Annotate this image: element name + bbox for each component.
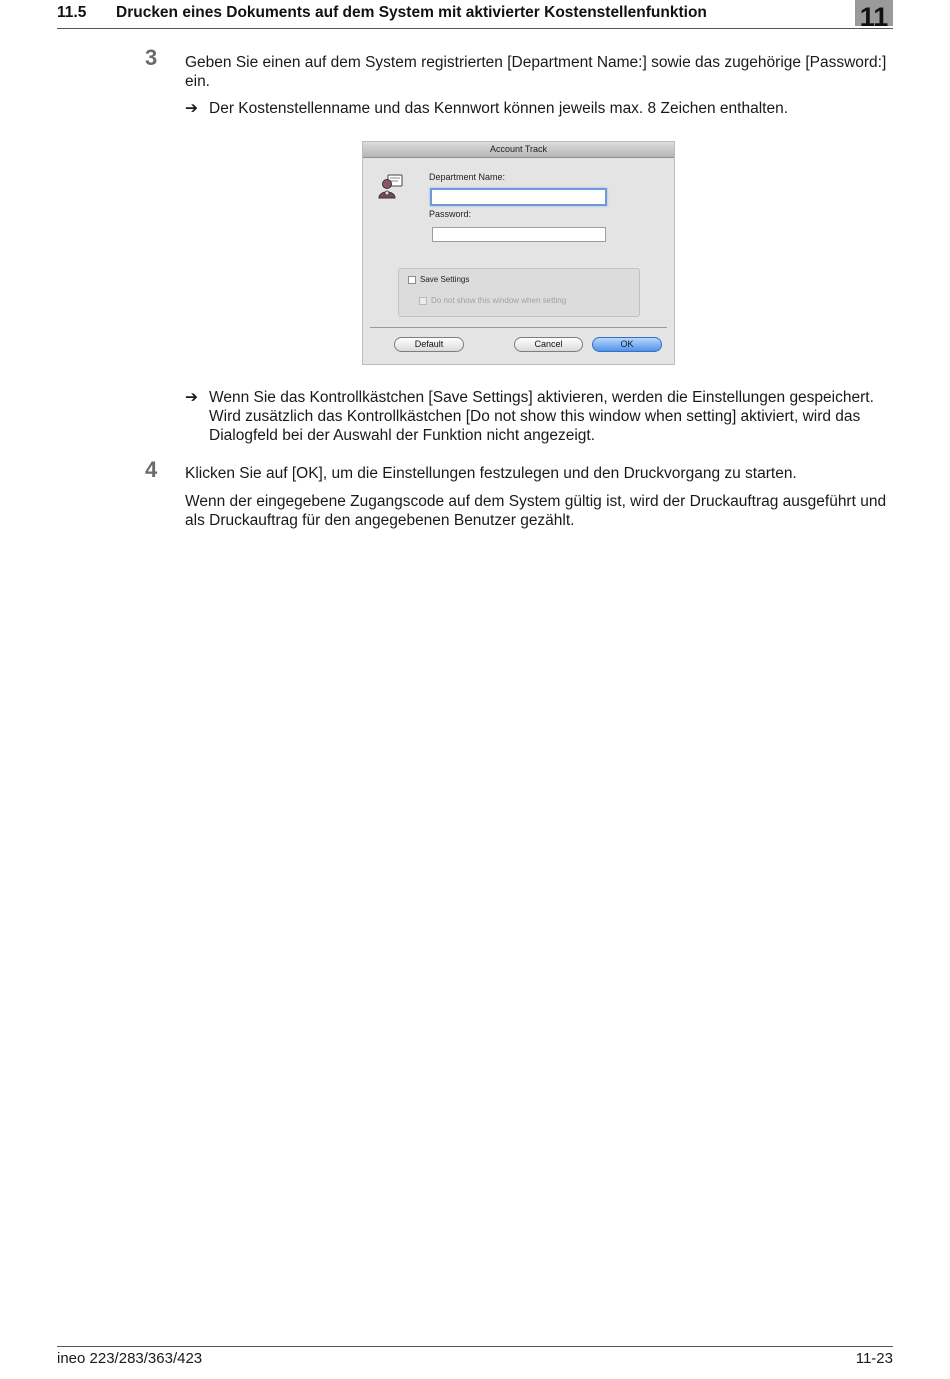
step-4-result-text: Wenn der eingegebene Zugangscode auf dem System gültig ist, wird der Druckauftrag ausgeführt und als Druckauftrag für den angegebenen Benutzer gezählt. <box>185 493 887 529</box>
save-settings-label: Save Settings <box>420 275 470 284</box>
account-track-dialog <box>362 141 675 365</box>
dont-show-checkbox-row[interactable] <box>419 296 566 305</box>
arrow-icon: ➔ <box>185 389 198 406</box>
settings-group <box>398 268 640 317</box>
note-text: Wenn Sie das Kontrollkästchen [Save Settings] aktivieren, werden die Einstellungen gespeichert. Wird zusätzlich das Kontrollkästchen [Do not show this window when setting] aktiviert, wird das Dialogfeld bei der Auswahl der Funktion nicht angezeigt. <box>209 389 874 444</box>
step-3-note-save-settings <box>185 388 897 448</box>
dialog-divider <box>370 327 667 328</box>
section-heading <box>57 4 707 22</box>
cancel-button[interactable]: Cancel <box>514 337 583 352</box>
password-label: Password: <box>429 209 472 219</box>
default-button[interactable]: Default <box>394 337 464 352</box>
step-number-3: 3 <box>145 45 158 70</box>
section-title: Drucken eines Dokuments auf dem System mit aktivierter Kostenstellenfunktion <box>116 4 707 21</box>
section-number: 11.5 <box>57 4 87 21</box>
dont-show-label: Do not show this window when setting <box>431 296 567 305</box>
footer-divider <box>57 1346 893 1347</box>
note-text: Der Kostenstellenname und das Kennwort können jeweils max. 8 Zeichen enthalten. <box>209 100 789 117</box>
save-settings-checkbox[interactable] <box>408 276 416 284</box>
header-divider <box>57 28 893 29</box>
department-name-input[interactable] <box>430 188 607 206</box>
ok-button[interactable]: OK <box>592 337 662 352</box>
user-account-icon <box>377 174 405 200</box>
footer-model: ineo 223/283/363/423 <box>57 1350 203 1367</box>
step-4-text: Klicken Sie auf [OK], um die Einstellungen festzulegen und den Druckvorgang zu starten. <box>185 465 797 482</box>
department-name-label: Department Name: <box>429 172 506 182</box>
footer-page-number: 11-23 <box>855 1350 893 1367</box>
chapter-tab: 11 <box>855 0 893 26</box>
save-settings-checkbox-row[interactable] <box>408 275 469 284</box>
step-3-text: Geben Sie einen auf dem System registrierten [Department Name:] sowie das zugehörige [Password:] ein. <box>185 54 887 90</box>
dialog-title-bar: Account Track <box>363 142 674 158</box>
dont-show-checkbox[interactable] <box>419 297 427 305</box>
step-number-4: 4 <box>145 457 158 482</box>
arrow-icon: ➔ <box>185 100 198 117</box>
password-input[interactable] <box>432 227 606 242</box>
